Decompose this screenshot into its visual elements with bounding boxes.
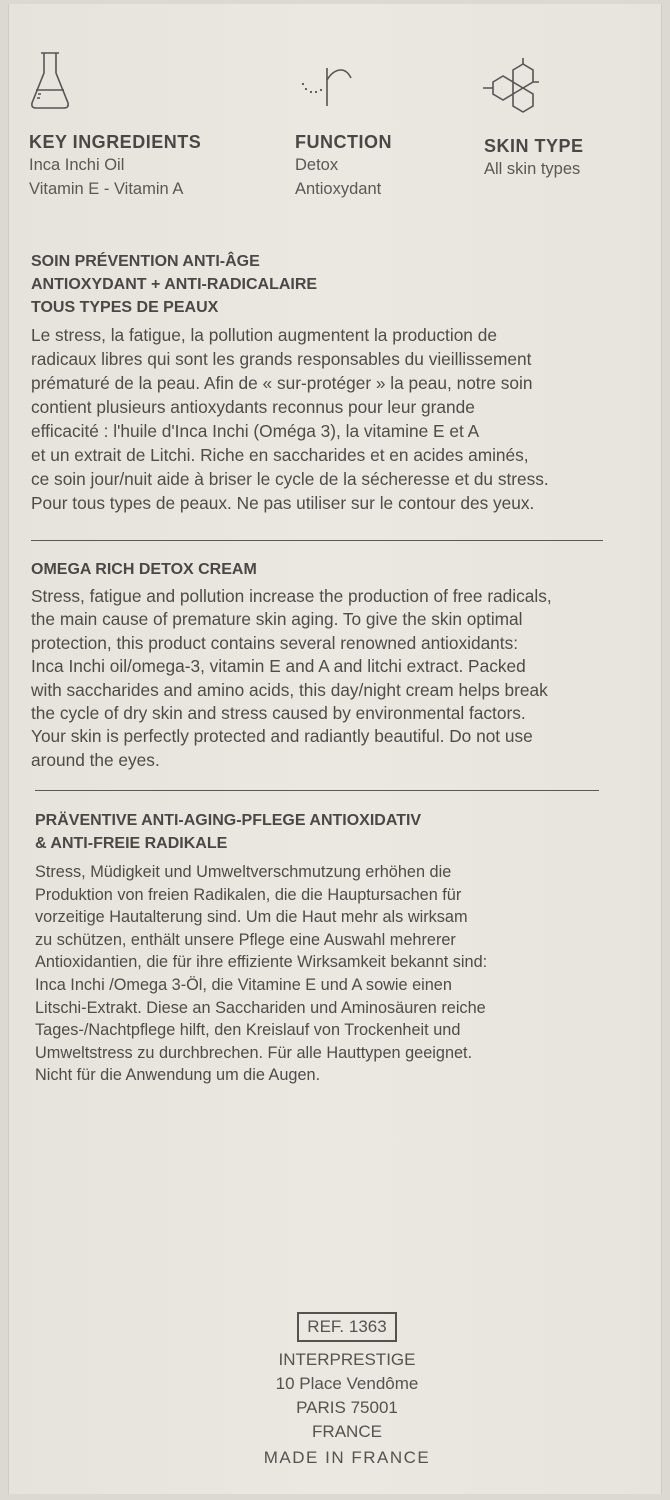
german-section [35, 809, 487, 1087]
skin-type-title: SKIN TYPE [484, 136, 584, 156]
english-body [31, 585, 552, 772]
french-heading-3: TOUS TYPES DE PEAUX [31, 299, 219, 316]
flask-icon [29, 50, 73, 112]
french-section [31, 250, 549, 515]
function-2: Antioxydant [295, 180, 382, 198]
body-line: Nicht für die Anwendung um die Augen. [35, 1066, 321, 1085]
german-heading-1: PRÄVENTIVE ANTI-AGING-PFLEGE ANTIOXIDATIV [35, 812, 422, 829]
function-title: FUNCTION [295, 132, 392, 152]
body-line: Antioxidantien, die für ihre effiziente Wirksamkeit bekannt sind: [35, 953, 488, 972]
divider [35, 790, 599, 791]
function-block [295, 132, 392, 201]
address-line-1: 10 Place Vendôme [275, 1374, 419, 1393]
body-line: contient plusieurs antioxydants reconnus pour leur grande [31, 397, 475, 417]
german-heading-2: & ANTI-FREIE RADIKALE [35, 835, 228, 852]
body-line: the cycle of dry skin and stress caused by environmental factors. [31, 703, 526, 724]
body-line: Inca Inchi /Omega 3-Öl, die Vitamine E und A sowie einen [35, 975, 452, 994]
ref-number: REF. 1363 [297, 1312, 396, 1342]
body-line: Le stress, la fatigue, la pollution augmentent la production de [31, 325, 497, 345]
footer [202, 1312, 492, 1470]
detox-curve-icon [293, 64, 359, 108]
body-line: Tages-/Nachtpflege hilft, den Kreislauf von Trockenheit und [35, 1021, 461, 1040]
box-back-panel [8, 4, 662, 1494]
french-heading-2: ANTIOXYDANT + ANTI-RADICALAIRE [31, 276, 318, 293]
ingredient-2: Vitamin E - Vitamin A [29, 180, 184, 198]
english-section [31, 558, 552, 772]
english-heading: OMEGA RICH DETOX CREAM [31, 561, 257, 578]
body-line: zu schützen, enthält unsere Pflege eine Auswahl mehrerer [35, 930, 456, 949]
company-name: INTERPRESTIGE [278, 1350, 416, 1369]
body-line: the main cause of premature skin aging. To give the skin optimal [31, 609, 523, 630]
french-body [31, 323, 549, 515]
body-line: with saccharides and amino acids, this day/night cream helps break [31, 679, 548, 700]
body-line: Stress, fatigue and pollution increase the production of free radicals, [31, 586, 552, 606]
ingredient-1: Inca Inchi Oil [29, 156, 125, 174]
molecule-icon [479, 56, 545, 118]
body-line: Stress, Müdigkeit und Umweltverschmutzung erhöhen die [35, 863, 452, 881]
body-line: vorzeitige Hautalterung sind. Um die Haut mehr als wirksam [35, 908, 468, 927]
body-line: Produktion von freien Radikalen, die die Hauptursachen für [35, 885, 462, 904]
divider [31, 540, 603, 541]
body-line: et un extrait de Litchi. Riche en saccharides et en acides aminés, [31, 445, 529, 465]
german-body [35, 861, 487, 1087]
body-line: prématuré de la peau. Afin de « sur-protéger » la peau, notre soin [31, 373, 533, 393]
key-ingredients-title: KEY INGREDIENTS [29, 132, 202, 152]
body-line: around the eyes. [31, 749, 160, 770]
body-line: efficacité : l'huile d'Inca Inchi (Oméga 3), la vitamine E et A [31, 421, 480, 441]
body-line: radicaux libres qui sont les grands responsables du vieillissement [31, 349, 532, 369]
made-in-label: MADE IN FRANCE [263, 1448, 431, 1467]
body-line: protection, this product contains several renowned antioxidants: [31, 632, 519, 653]
skin-type-block [484, 136, 584, 181]
body-line: ce soin jour/nuit aide à briser le cycle de la sécheresse et du stress. [31, 469, 549, 489]
body-line: Umweltstress zu durchbrechen. Für alle Hauttypen geeignet. [35, 1043, 473, 1062]
function-1: Detox [295, 156, 339, 174]
body-line: Inca Inchi oil/omega-3, vitamin E and A and litchi extract. Packed [31, 656, 526, 677]
address-line-2: PARIS 75001 [296, 1398, 398, 1417]
key-ingredients-block [29, 132, 201, 201]
skin-type-value: All skin types [484, 160, 581, 178]
french-heading-1: SOIN PRÉVENTION ANTI-ÂGE [31, 253, 260, 270]
body-line: Litschi-Extrakt. Diese an Sacchariden und Aminosäuren reiche [35, 998, 486, 1017]
body-line: Pour tous types de peaux. Ne pas utiliser sur le contour des yeux. [31, 493, 535, 513]
country: FRANCE [312, 1422, 382, 1441]
body-line: Your skin is perfectly protected and radiantly beautiful. Do not use [31, 726, 533, 747]
